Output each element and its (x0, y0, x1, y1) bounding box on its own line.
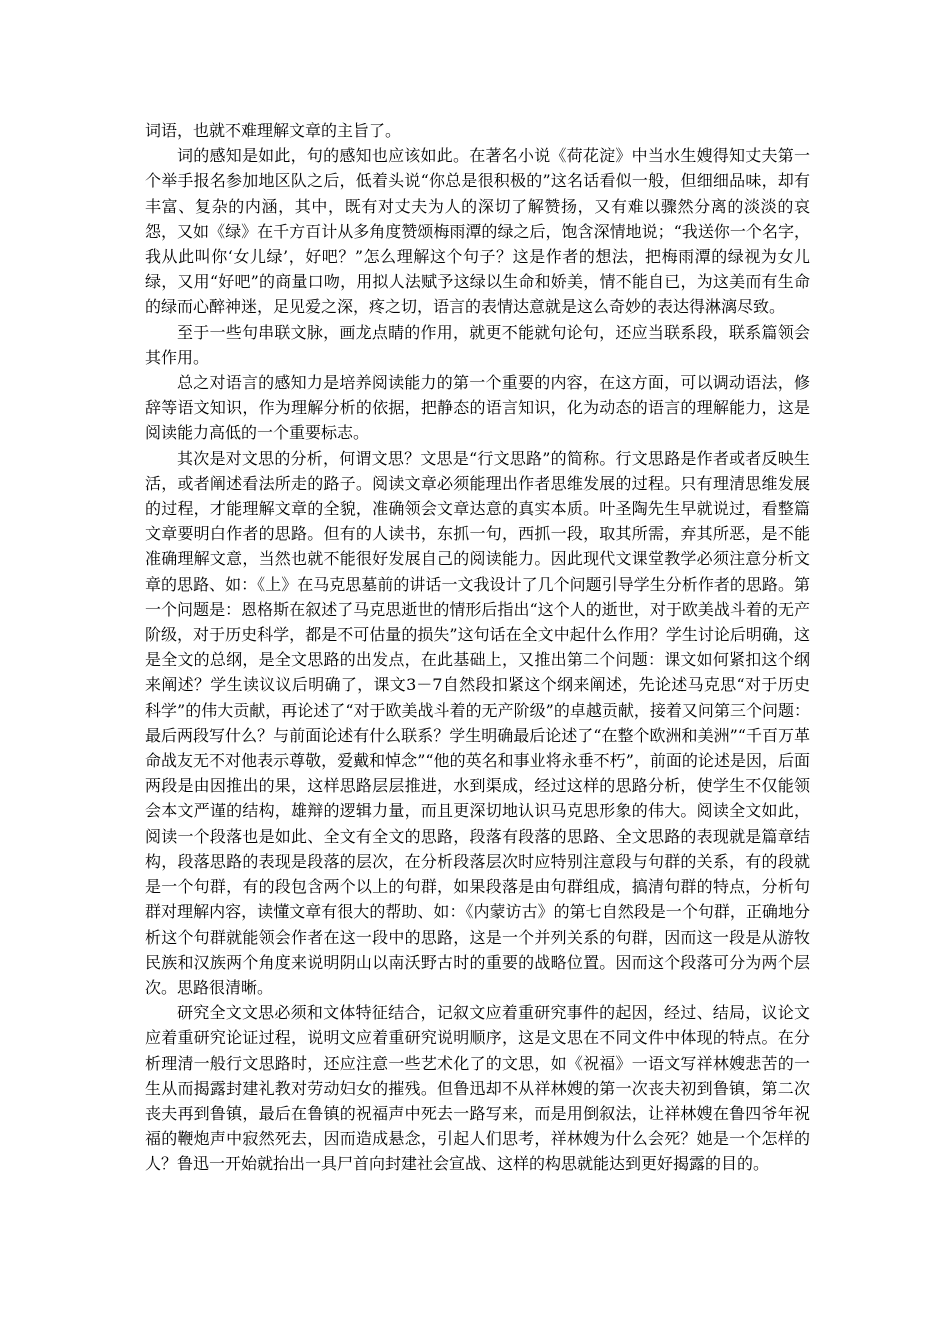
paragraph-genre-features: 研究全文文思必须和文体特征结合，记叙文应着重研究事件的起因，经过、结局，议论文应着重研究论证过程，说明文应着重研究说明顺序，这是文思在不同文件中体现的特点。在分析理清一般行文思路时，还应注意一些艺术化了的文思，如《祝福》一语文写祥林嫂悲苦的一生从而揭露封建礼教对劳动妇女的摧残。但鲁迅却不从祥林嫂的第一次丧夫初到鲁镇，第二次丧夫再到鲁镇，最后在鲁镇的祝福声中死去一路写来，而是用倒叙法，让祥林嫂在鲁四爷年祝福的鞭炮声中寂然死去，因而造成悬念，引起人们思考，祥林嫂为什么会死？她是一个怎样的人？鲁迅一开始就抬出一具尸首向封建社会宣战、这样的构思就能达到更好揭露的目的。 (145, 1003, 810, 1174)
paragraph-continuation: 词语，也就不难理解文章的主旨了。 (145, 121, 402, 140)
article-body (145, 118, 810, 1177)
paragraph-thought-analysis: 其次是对文思的分析，何谓文思？文思是“行文思路”的简称。行文思路是作者或者反映生活，或者阐述看法所走的路子。阅读文章必须能理出作者思维发展的过程。只有理清思维发展的过程，才能理解文章的全貌，准确领会文章达意的真实本质。叶圣陶先生早就说过，看整篇文章要明白作者的思路。但有的人读书，东抓一句，西抓一段，取其所需，弃其所恶，是不能准确理解文意，当然也就不能很好发展自己的阅读能力。因此现代文课堂教学必须注意分析文章的思路、如：《上》在马克思墓前的讲话一文我设计了几个问题引导学生分析作者的思路。第一个问题是：恩格斯在叙述了马克思逝世的情形后指出“这个人的逝世，对于欧美战斗着的无产阶级，对于历史科学，都是不可估量的损失”这句话在全文中起什么作用？学生讨论后明确，这是全文的总纲，是全文思路的出发点，在此基础上，又推出第二个问题：课文如何紧扣这个纲来阐述？学生读议议后明确了，课文3－7自然段扣紧这个纲来阐述，先论述马克思“对于历史科学”的伟大贡献，再论述了“对于欧美战斗着的无产阶级”的卓越贡献，接着又问第三个问题：最后两段写什么？与前面论述有什么联系？学生明确最后论述了“在整个欧洲和美洲”“千百万革命战友无不对他表示尊敬，爱戴和悼念”“他的英名和事业将永垂不朽”，前面的论述是因，后面两段是由因推出的果，这样思路层层推进，水到渠成，经过这样的思路分析，使学生不仅能领会本文严谨的结构，雄辩的逻辑力量，而且更深切地认识马克思形象的伟大。阅读全文如此，阅读一个段落也是如此、全文有全文的思路，段落有段落的思路、全文思路的表现就是篇章结构，段落思路的表现是段落的层次，在分析段落层次时应特别注意段与句群的关系，有的段就是一个句群，有的段包含两个以上的句群，如果段落是由句群组成，搞清句群的特点，分析句群对理解内容，读懂文章有很大的帮助、如：《内蒙访古》的第七自然段是一个句群，正确地分析这个句群就能领会作者在这一段中的思路，这是一个并列关系的句群，因而这一段是从游牧民族和汉族两个角度来说明阴山以南沃野古时的重要的战略位置。因而这个段落可分为两个层次。思路很清晰。 (145, 448, 810, 997)
paragraph-key-sentences: 至于一些句串联文脉，画龙点睛的作用，就更不能就句论句，还应当联系段，联系篇领会其作用。 (145, 322, 810, 367)
paragraph-summary: 总之对语言的感知力是培养阅读能力的第一个重要的内容，在这方面，可以调动语法，修辞等语文知识，作为理解分析的依据，把静态的语言知识，化为动态的语言的理解能力，这是阅读能力高低的一个重要标志。 (145, 373, 810, 443)
paragraph-sentence-perception: 词的感知是如此，句的感知也应该如此。在著名小说《荷花淀》中当水生嫂得知丈夫第一个举手报名参加地区队之后，低着头说“你总是很积极的”这名话看似一般，但细细品味，却有丰富、复杂的内涵，其中，既有对丈夫为人的深切了解赞扬，又有难以骤然分离的淡淡的哀怨，又如《绿》在千方百计从多角度赞颂梅雨潭的绿之后，饱含深情地说；“我送你一个名字，我从此叫你‘女儿绿’，好吧？”怎么理解这个句子？这是作者的想法，把梅雨潭的绿视为女儿绿，又用“好吧”的商量口吻，用拟人法赋予这绿以生命和娇美，情不能自已，为这美而有生命的绿而心醉神迷，足见爱之深，疼之切，语言的表情达意就是这么奇妙的表达得淋漓尽致。 (145, 146, 810, 317)
